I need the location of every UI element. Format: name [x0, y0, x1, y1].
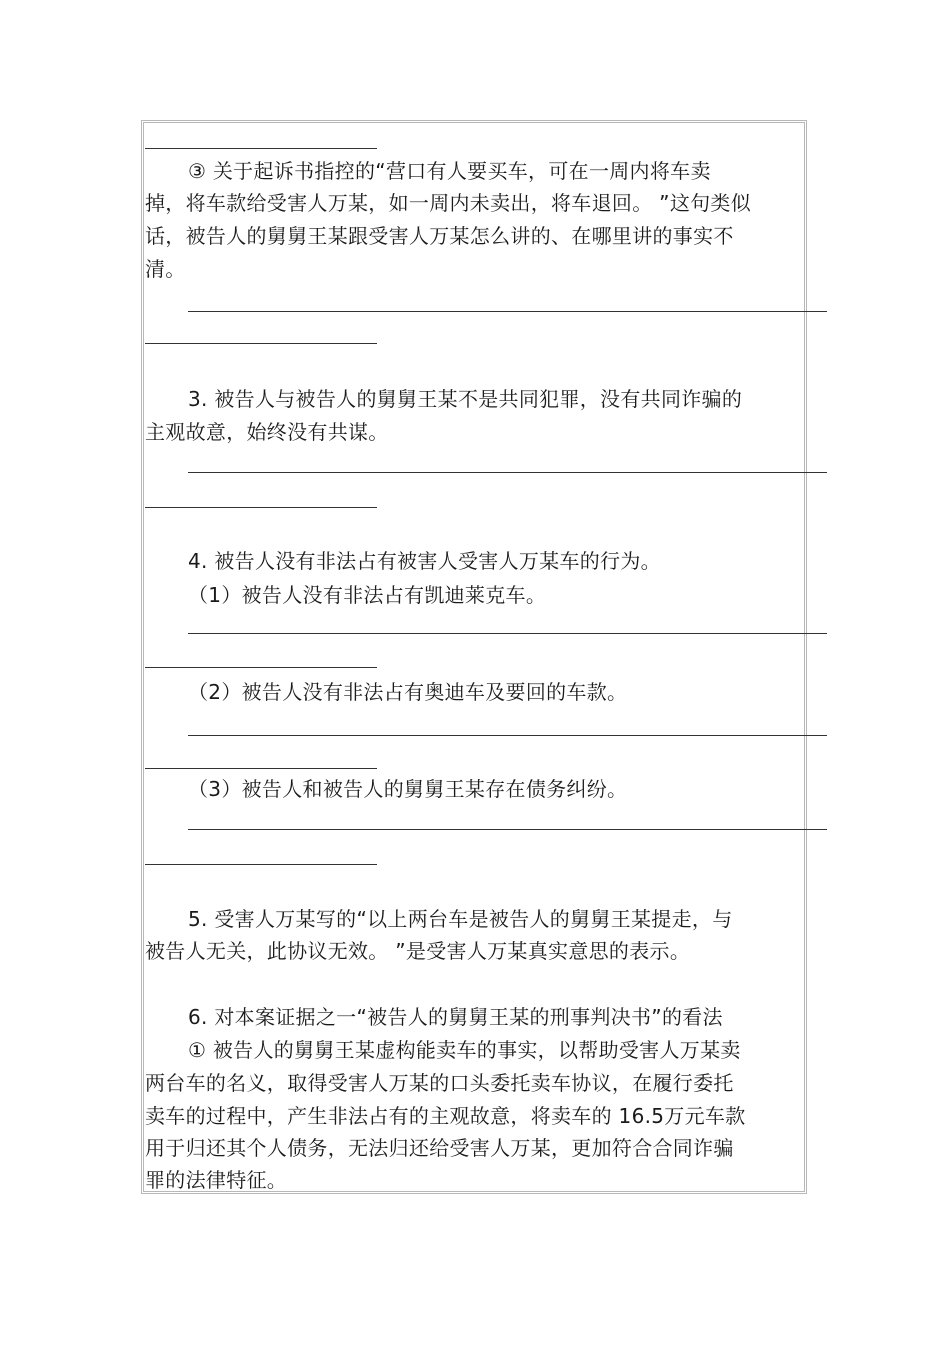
- sub-item: （1）被告人没有非法占有凯迪莱克车。: [188, 583, 547, 607]
- paragraph-line: 卖车的过程中，产生非法占有的主观故意，将卖车的 16.5万元车款: [145, 1104, 746, 1128]
- fill-blank-line: [145, 667, 377, 668]
- fill-blank-line: [145, 864, 377, 865]
- section-heading: 3. 被告人与被告人的舅舅王某不是共同犯罪，没有共同诈骗的: [188, 387, 743, 411]
- paragraph-line: 话，被告人的舅舅王某跟受害人万某怎么讲的、在哪里讲的事实不: [145, 224, 734, 248]
- fill-blank-line: [145, 148, 377, 149]
- fill-blank-line: [188, 472, 827, 473]
- fill-blank-line: [188, 311, 827, 312]
- paragraph-line: 清。: [145, 257, 186, 281]
- paragraph-line: 两台车的名义，取得受害人万某的口头委托卖车协议，在履行委托: [145, 1071, 734, 1095]
- paragraph-line: 主观故意，始终没有共谋。: [145, 420, 389, 444]
- section-heading: 6. 对本案证据之一“被告人的舅舅王某的刑事判决书”的看法: [188, 1005, 723, 1029]
- fill-blank-line: [145, 507, 377, 508]
- document-border: [141, 120, 807, 1194]
- fill-blank-line: [145, 343, 377, 344]
- fill-blank-line: [188, 633, 827, 634]
- fill-blank-line: [188, 735, 827, 736]
- sub-item: （3）被告人和被告人的舅舅王某存在债务纠纷。: [188, 777, 628, 801]
- paragraph-line: 被告人无关，此协议无效。 ”是受害人万某真实意思的表示。: [145, 939, 691, 963]
- paragraph-line: 掉，将车款给受害人万某，如一周内未卖出，将车退回。 ”这句类似: [145, 191, 752, 215]
- paragraph-line: ① 被告人的舅舅王某虚构能卖车的事实，以帮助受害人万某卖: [188, 1038, 741, 1062]
- fill-blank-line: [145, 768, 377, 769]
- paragraph-line: 用于归还其个人债务，无法归还给受害人万某，更加符合合同诈骗: [145, 1136, 734, 1160]
- fill-blank-line: [188, 829, 827, 830]
- paragraph-line: 罪的法律特征。: [145, 1168, 288, 1192]
- sub-item: （2）被告人没有非法占有奥迪车及要回的车款。: [188, 680, 628, 704]
- section-heading: 5. 受害人万某写的“以上两台车是被告人的舅舅王某提走，与: [188, 907, 733, 931]
- section-heading: 4. 被告人没有非法占有被害人受害人万某车的行为。: [188, 549, 661, 573]
- paragraph-line: ③ 关于起诉书指控的“营口有人要买车，可在一周内将车卖: [188, 159, 711, 183]
